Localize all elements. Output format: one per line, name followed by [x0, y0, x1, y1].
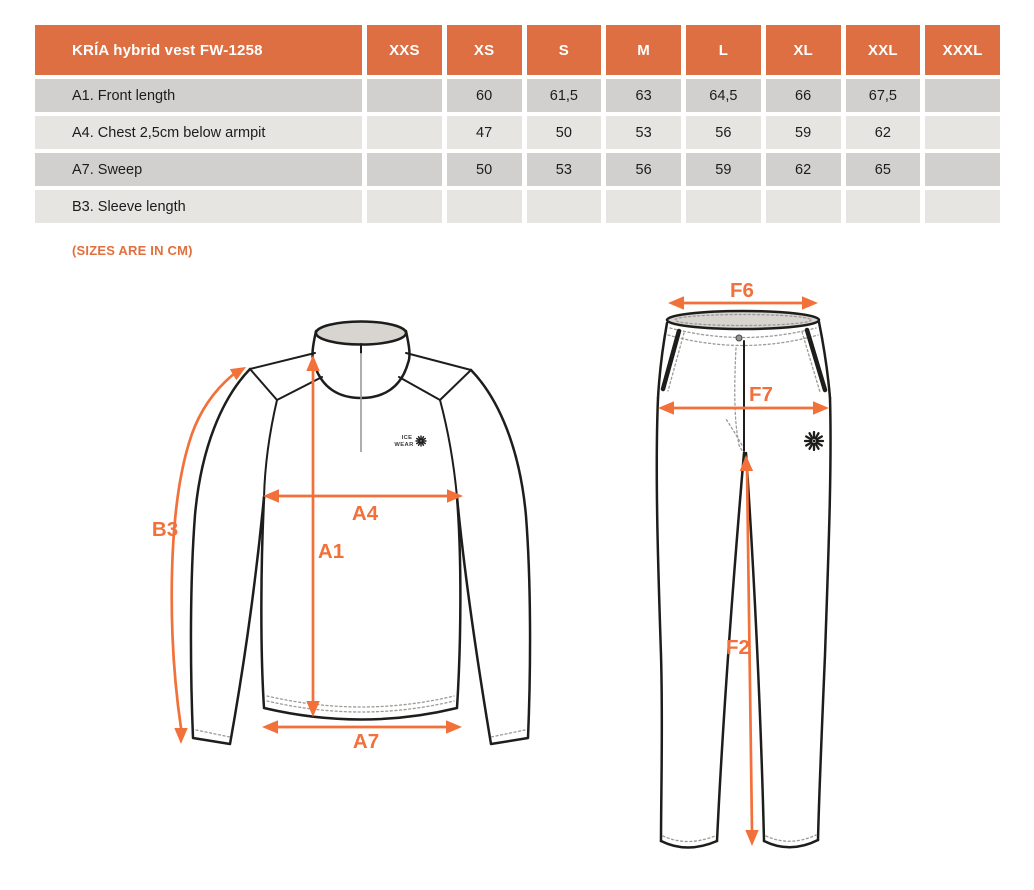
svg-text:ICE: ICE — [401, 435, 413, 441]
measurement-label-a7-text: A7 — [352, 730, 380, 753]
right-sleeve — [457, 370, 530, 744]
size-header-xxl: XXL — [846, 25, 921, 75]
shirt-diagram — [120, 275, 580, 770]
size-header-xxxl: XXXL — [925, 25, 1000, 75]
collar-opening — [316, 322, 406, 345]
pants-outline — [657, 311, 831, 848]
value-cell: 50 — [447, 153, 522, 186]
measurement-label-a7: A7. Sweep — [35, 153, 362, 186]
value-cell: 62 — [846, 116, 921, 149]
value-cell: 59 — [686, 153, 761, 186]
size-chart-table — [35, 25, 1000, 223]
value-cell — [925, 190, 1000, 223]
value-cell: 67,5 — [846, 79, 921, 112]
measurement-label-a1-text: A1 — [317, 540, 345, 563]
value-cell — [367, 79, 442, 112]
measurement-label-f2-text: F2 — [726, 636, 750, 659]
value-cell: 60 — [447, 79, 522, 112]
size-header-xxs: XXS — [367, 25, 442, 75]
value-cell: 64,5 — [686, 79, 761, 112]
product-title-cell: KRÍA hybrid vest FW-1258 — [35, 25, 362, 75]
measurement-label-f6-text: F6 — [730, 279, 754, 302]
sizes-unit-note: (SIZES ARE IN CM) — [72, 243, 193, 258]
value-cell: 65 — [846, 153, 921, 186]
value-cell — [846, 190, 921, 223]
pants-diagram — [625, 275, 860, 865]
measurement-label-a4-text: A4 — [351, 502, 379, 525]
value-cell: 50 — [527, 116, 602, 149]
size-header-xl: XL — [766, 25, 841, 75]
value-cell: 59 — [766, 116, 841, 149]
waist-button — [736, 335, 742, 341]
value-cell — [367, 153, 442, 186]
value-cell — [606, 190, 681, 223]
snowflake-icon — [416, 436, 426, 446]
value-cell: 56 — [686, 116, 761, 149]
value-cell: 53 — [606, 116, 681, 149]
size-header-xs: XS — [447, 25, 522, 75]
value-cell: 63 — [606, 79, 681, 112]
body-outline — [261, 497, 460, 720]
measurement-label-a4: A4. Chest 2,5cm below armpit — [35, 116, 362, 149]
measurement-label-a1: A1. Front length — [35, 79, 362, 112]
value-cell — [367, 116, 442, 149]
value-cell: 56 — [606, 153, 681, 186]
value-cell — [766, 190, 841, 223]
measurement-arrow-b3 — [172, 367, 246, 744]
measurement-arrow-a4 — [263, 489, 463, 502]
value-cell — [527, 190, 602, 223]
measurement-arrow-a1 — [306, 355, 319, 717]
svg-text:WEAR: WEAR — [394, 442, 414, 448]
value-cell — [686, 190, 761, 223]
value-cell: 66 — [766, 79, 841, 112]
left-sleeve — [191, 369, 264, 744]
value-cell: 47 — [447, 116, 522, 149]
value-cell — [925, 79, 1000, 112]
icewear-logo — [394, 435, 426, 448]
value-cell — [447, 190, 522, 223]
value-cell: 62 — [766, 153, 841, 186]
value-cell — [925, 153, 1000, 186]
measurement-label-b3: B3. Sleeve length — [35, 190, 362, 223]
measurement-label-b3-text: B3 — [151, 518, 179, 541]
measurement-label-f7-text: F7 — [749, 383, 773, 406]
size-header-s: S — [527, 25, 602, 75]
size-header-m: M — [606, 25, 681, 75]
value-cell — [367, 190, 442, 223]
waist-opening — [667, 311, 819, 329]
size-header-l: L — [686, 25, 761, 75]
value-cell: 61,5 — [527, 79, 602, 112]
value-cell — [925, 116, 1000, 149]
snowflake-icon — [805, 432, 823, 450]
shirt-outline — [191, 322, 530, 745]
value-cell: 53 — [527, 153, 602, 186]
